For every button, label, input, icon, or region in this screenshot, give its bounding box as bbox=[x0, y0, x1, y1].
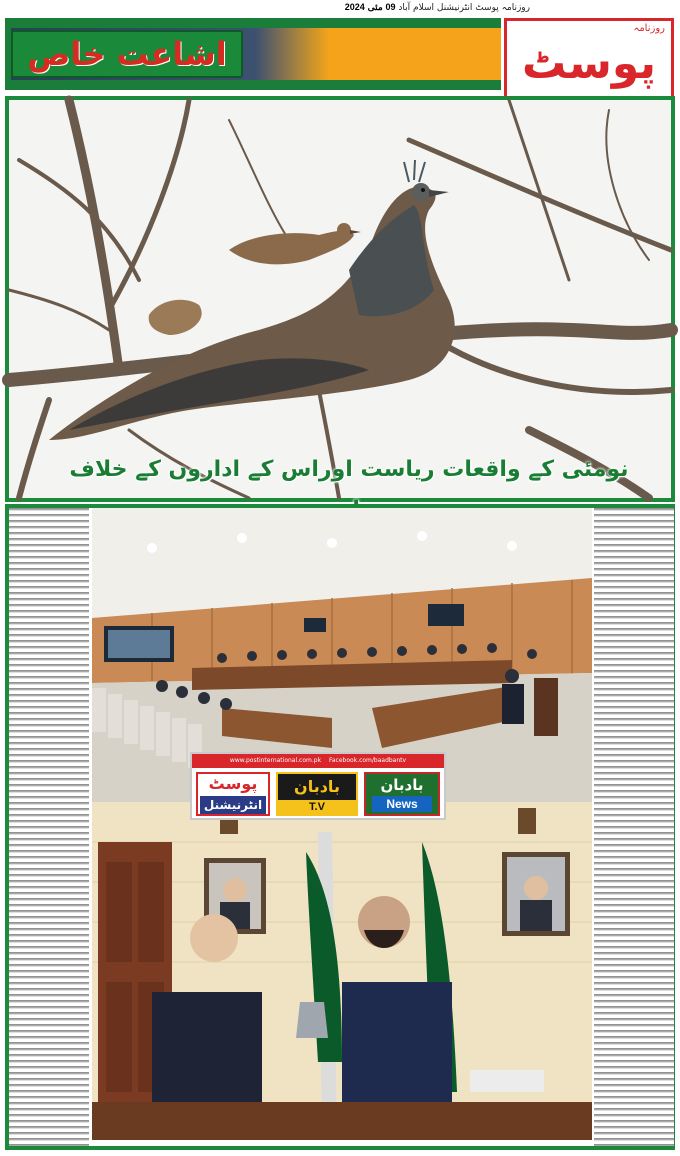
branding-website: www.postinternational.com.pk bbox=[229, 757, 322, 764]
handshake-illustration bbox=[92, 802, 592, 1140]
dateline bbox=[150, 2, 530, 18]
branding-facebook: Facebook.com/baadbantv bbox=[328, 757, 407, 764]
section-title: اشاعت خاص bbox=[27, 35, 227, 73]
brand-tv-sub: T.V bbox=[278, 800, 356, 814]
dateline-year: 2024 bbox=[344, 2, 365, 12]
brand-tv-logo bbox=[276, 772, 358, 816]
brand-news-logo bbox=[364, 772, 440, 816]
dateline-day: 09 bbox=[385, 2, 396, 12]
text-column-right bbox=[594, 508, 674, 1146]
brand-post-name: پوسٹ bbox=[208, 774, 258, 793]
brand-tv-name: بادبان bbox=[294, 777, 340, 796]
masthead-name: پوسٹ bbox=[522, 38, 656, 89]
peacock-illustration bbox=[9, 100, 671, 498]
header-band bbox=[5, 18, 501, 90]
branding-strip bbox=[190, 752, 446, 820]
brand-news-sub: News bbox=[372, 796, 432, 812]
dateline-month: مئی bbox=[367, 2, 383, 12]
text-column-left bbox=[9, 508, 89, 1146]
photo-handshake-ceremony bbox=[92, 802, 592, 1140]
header-band-orange-stripe bbox=[255, 28, 501, 80]
hero-photo-peacock bbox=[5, 96, 675, 502]
dateline-text: روزنامہ پوسٹ انٹرنیشنل اسلام آباد bbox=[398, 3, 530, 13]
branding-strip-links bbox=[192, 754, 444, 768]
brand-post-logo bbox=[196, 772, 270, 816]
brand-post-sub: انٹرنیشنل bbox=[200, 796, 266, 814]
brand-news-name: بادبان bbox=[380, 776, 424, 794]
hero-caption: نومئی کے واقعات ریاست اوراس کے اداروں کے خلاف bbox=[69, 457, 629, 482]
masthead-daily: روزنامہ bbox=[633, 23, 665, 34]
text-column-left-lines bbox=[9, 508, 89, 1146]
text-column-right-lines bbox=[594, 508, 674, 1146]
